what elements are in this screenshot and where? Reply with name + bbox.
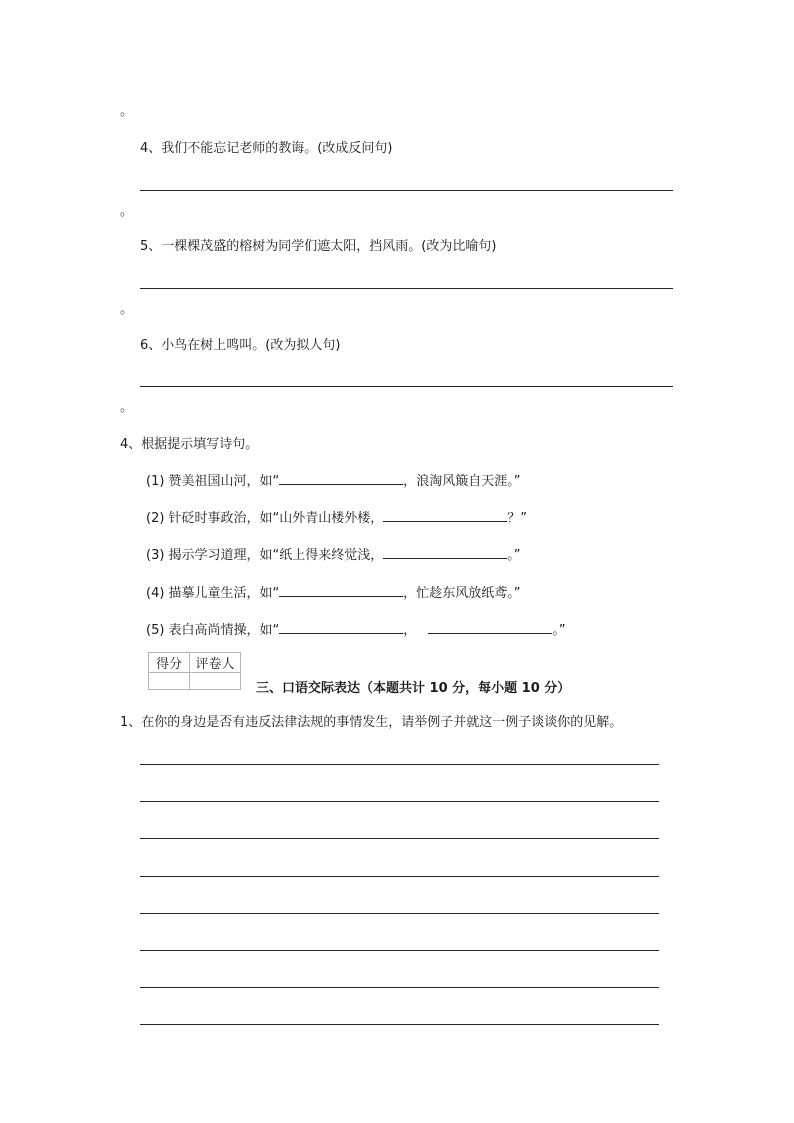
fill-blank[interactable] — [383, 546, 507, 559]
rewrite-item-4 — [140, 137, 392, 156]
answer-line[interactable] — [140, 764, 659, 765]
poetry-item-3 — [146, 544, 521, 563]
answer-line[interactable] — [140, 987, 659, 988]
item-prefix: (1) 赞美祖国山河，如“ — [146, 474, 280, 489]
item-suffix: 。” — [552, 623, 566, 638]
poetry-item-4 — [146, 582, 521, 601]
rewrite-item-5 — [140, 235, 496, 254]
answer-line[interactable] — [140, 913, 659, 914]
section-title: 三、口语交际表达（本题共计 10 分，每小题 10 分） — [256, 681, 571, 696]
question-text: 1、在你的身边是否有违反法律法规的事情发生，请举例子并就这一例子谈谈你的见解。 — [120, 715, 623, 730]
fill-blank[interactable] — [279, 584, 403, 597]
answer-line[interactable] — [140, 950, 659, 951]
score-table — [148, 652, 241, 690]
answer-line[interactable] — [140, 190, 673, 191]
fill-blank[interactable] — [279, 621, 403, 634]
period-mark: 。 — [120, 400, 134, 415]
answer-line[interactable] — [140, 838, 659, 839]
answer-line[interactable] — [140, 801, 659, 802]
fill-blank[interactable] — [383, 509, 507, 522]
item-number: 4、 — [140, 141, 162, 156]
score-cell[interactable] — [149, 673, 190, 690]
poetry-section-title: 4、根据提示填写诗句。 — [120, 437, 259, 452]
period-mark: 。 — [120, 104, 134, 119]
answer-line[interactable] — [140, 1024, 659, 1025]
item-suffix: ，浪淘风簸自天涯。” — [403, 474, 521, 489]
score-header: 得分 — [149, 653, 190, 673]
period-mark: 。 — [120, 302, 134, 317]
item-suffix: ？” — [507, 511, 528, 526]
item-suffix: 。” — [507, 548, 521, 563]
period-mark: 。 — [120, 204, 134, 219]
item-text: 我们不能忘记老师的教诲。(改成反问句) — [161, 141, 393, 156]
answer-line[interactable] — [140, 386, 673, 387]
fill-blank[interactable] — [279, 472, 403, 485]
fill-blank[interactable] — [428, 621, 552, 634]
answer-line[interactable] — [140, 876, 659, 877]
item-prefix: (4) 描摹儿童生活，如“ — [146, 586, 280, 601]
rewrite-item-6 — [140, 334, 340, 353]
poetry-item-2 — [146, 507, 527, 526]
item-suffix: ，忙趁东风放纸鸢。” — [403, 586, 521, 601]
grader-header: 评卷人 — [190, 653, 241, 673]
poetry-item-5 — [146, 619, 566, 638]
grader-cell[interactable] — [190, 673, 241, 690]
item-number: 5、 — [140, 239, 162, 254]
item-text: 小鸟在树上鸣叫。(改为拟人句) — [161, 338, 341, 353]
answer-line[interactable] — [140, 288, 673, 289]
item-prefix: (2) 针砭时事政治，如“山外青山楼外楼， — [146, 511, 384, 526]
item-prefix: (3) 揭示学习道理，如“纸上得来终觉浅， — [146, 548, 384, 563]
item-middle: ， — [403, 623, 417, 638]
item-text: 一棵棵茂盛的榕树为同学们遮太阳，挡风雨。(改为比喻句) — [161, 239, 497, 254]
item-prefix: (5) 表白高尚情操，如“ — [146, 623, 280, 638]
poetry-item-1 — [146, 470, 521, 489]
item-number: 6、 — [140, 338, 162, 353]
